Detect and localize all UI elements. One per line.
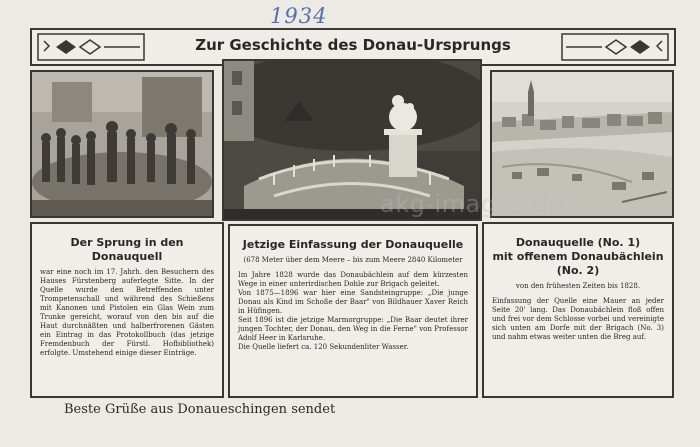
panel-heading: Jetzige Einfassung der Donauquelle xyxy=(242,238,464,251)
panel-einfassung xyxy=(228,224,478,398)
handwritten-year: 1934 xyxy=(270,4,328,28)
panel-heading: Der Sprung in den Donauquell xyxy=(70,236,184,263)
panel-text: Im Jahre 1828 wurde das Donaubächlein auf dem kürzesten Wege in einer unterirdischen Dohle zur Brigach geleitet. Von 1875—1896 war hier eine Sandsteingruppe: „Die junge Donau als Kind im Schoße der Baar" von Bildhauer Xaver Reich in Hüfingen. Seit 1896 ist die jetzige Marmorgruppe: „Die Baar deutet ihrer jungen Tochter, der Donau, den Weg in die Ferne" von Professor Adolf Heer in Karlsruhe. Die Quelle liefert ca. 120 Sekundenliter Wasser. xyxy=(238,271,468,351)
panel-text: Einfassung der Quelle eine Mauer an jeder Seite 20' lang. Das Donaubächlein floß offen und frei vor dem Schlosse vorbei und vereinigte sich unten am Dorfe mit der Brigach (No. 3) und nahm etwas weiter unten die Breg auf. xyxy=(492,297,664,341)
panel-subheading: von den frühesten Zeiten bis 1828. xyxy=(515,282,641,290)
panel-heading: Donauquelle (No. 1) mit offenem Donaubächlein (No. 2) xyxy=(492,236,664,277)
panel-text: war eine noch im 17. Jahrh. den Besuchern des Hauses Fürstenberg auferlegte Sitte. In der Quelle wurde den Betreffenden unter Trompetenschall und während des Schießens mit Kanonen und Pistolen ein Glas Wein zum Trunke gereicht, worauf von den bis auf die Haut durchnäßten und halberfrorenen Gästen ein Eintrag in das Protokollbuch (das jetzige Fremdenbuch der Fürstl. Hofbibliothek) erfolgte. Umstehend einige dieser Einträge. xyxy=(40,268,214,357)
panel-subheading: (678 Meter über dem Meere – bis zum Meere 2840 Kilometer xyxy=(243,256,463,264)
watermark: akg-images.de xyxy=(380,190,564,218)
right-ornament-icon xyxy=(560,32,670,62)
greeting-footer: Beste Grüße aus Donaueschingen sendet xyxy=(64,402,336,417)
page-title: Zur Geschichte des Donau-Ursprungs xyxy=(195,36,511,54)
historic-scene-image xyxy=(30,70,214,218)
panel-donauquelle xyxy=(482,222,674,398)
panel-sprung xyxy=(30,222,224,398)
